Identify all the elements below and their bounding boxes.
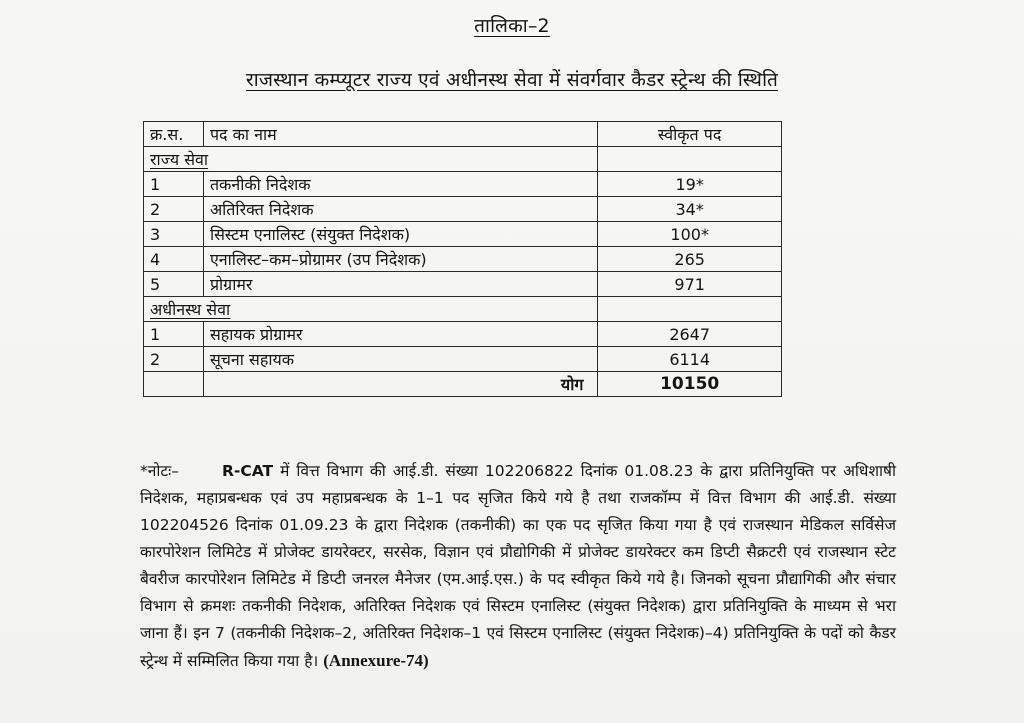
header-post-name: पद का नाम [203,122,597,147]
cell-sanctioned: 100* [598,222,782,247]
total-label: योग [203,372,597,397]
section-title: अधीनस्थ सेवा [150,300,231,319]
cell-sanctioned: 2647 [598,322,782,347]
cell-serial: 1 [144,172,204,197]
annexure-reference: (Annexure-74) [323,651,429,670]
cell-serial: 4 [144,247,204,272]
note-org: R-CAT [222,462,274,480]
table-row [144,222,782,247]
section-row-subordinate-service [144,297,782,322]
cell-post: प्रोग्रामर [203,272,597,297]
cell-sanctioned: 19* [598,172,782,197]
header-serial: क्र.स. [144,122,204,147]
cell-serial: 1 [144,322,204,347]
cell-sanctioned: 265 [598,247,782,272]
cell-post: तकनीकी निदेशक [203,172,597,197]
cadre-strength-table [143,121,782,397]
cell-serial: 2 [144,347,204,372]
cell-post: सिस्टम एनालिस्ट (संयुक्त निदेशक) [203,222,597,247]
note-prefix: *नोटः– [140,462,180,480]
total-value: 10150 [598,372,782,397]
table-row [144,172,782,197]
cell-post: अतिरिक्त निदेशक [203,197,597,222]
cell-post: सूचना सहायक [203,347,597,372]
cell-sanctioned: 34* [598,197,782,222]
cell-sanctioned: 971 [598,272,782,297]
section-row-state-service [144,147,782,172]
table-row [144,197,782,222]
cell-serial: 5 [144,272,204,297]
page-title: तालिका–2 [474,15,550,37]
cell-serial: 2 [144,197,204,222]
table-row [144,322,782,347]
section-title: राज्य सेवा [150,150,209,169]
table-row [144,272,782,297]
cell-post: एनालिस्ट–कम–प्रोग्रामर (उप निदेशक) [203,247,597,272]
table-row [144,247,782,272]
note-body: में वित्त विभाग की आई.डी. संख्या 102206822 दिनांक 01.08.23 के द्वारा प्रतिनियुक्ति पर अधिशाषी निदेशक, महाप्रबन्धक एवं उप महाप्रबन्धक के 1–1 पद सृजित किये गये है तथा राजकॉम्प में वित्त विभाग की आई.डी. संख्या 102204526 दिनांक 01.09.23 के द्वारा निदेशक (तकनीकी) का एक पद सृजित किया गया है एवं राजस्थान मेडिकल सर्विसेज कारपोरेशन लिमिटेड में प्रोजेक्ट डायरेक्टर, सरसेक, विज्ञान एवं प्रौद्योगिकी में प्रोजेक्ट डायरेक्टर कम डिप्टी सैक्रटरी एवं राजस्थान स्टेट बैवरीज कारपोरेशन लिमिटेड में डिप्टी जनरल मैनेजर (एम.आई.एस.) के पद स्वीकृत किये गये है। जिनको सूचना प्रौद्यागिकी और संचार विभाग से क्रमशः तकनीकी निदेशक, अतिरिक्त निदेशक एवं सिस्टम एनालिस्ट (संयुक्त निदेशक) द्वारा प्रतिनियुक्ति के माध्यम से भरा जाना हैं। इन 7 (तकनीकी निदेशक–2, अतिरिक्त निदेशक–1 एवं सिस्टम एनालिस्ट (संयुक्त निदेशक)–4) प्रतिनियुक्ति के पदों को कैडर स्ट्रेन्थ में सम्मिलित किया गया है। [140,462,896,670]
page-subtitle: राजस्थान कम्प्यूटर राज्य एवं अधीनस्थ सेवा में संवर्गवार कैडर स्ट्रेन्थ की स्थिति [245,69,779,91]
table-header-row [144,122,782,147]
cell-sanctioned: 6114 [598,347,782,372]
cell-post: सहायक प्रोग्रामर [203,322,597,347]
footnote [140,458,896,675]
table-row [144,347,782,372]
header-sanctioned: स्वीकृत पद [598,122,782,147]
total-row [144,372,782,397]
cell-serial: 3 [144,222,204,247]
